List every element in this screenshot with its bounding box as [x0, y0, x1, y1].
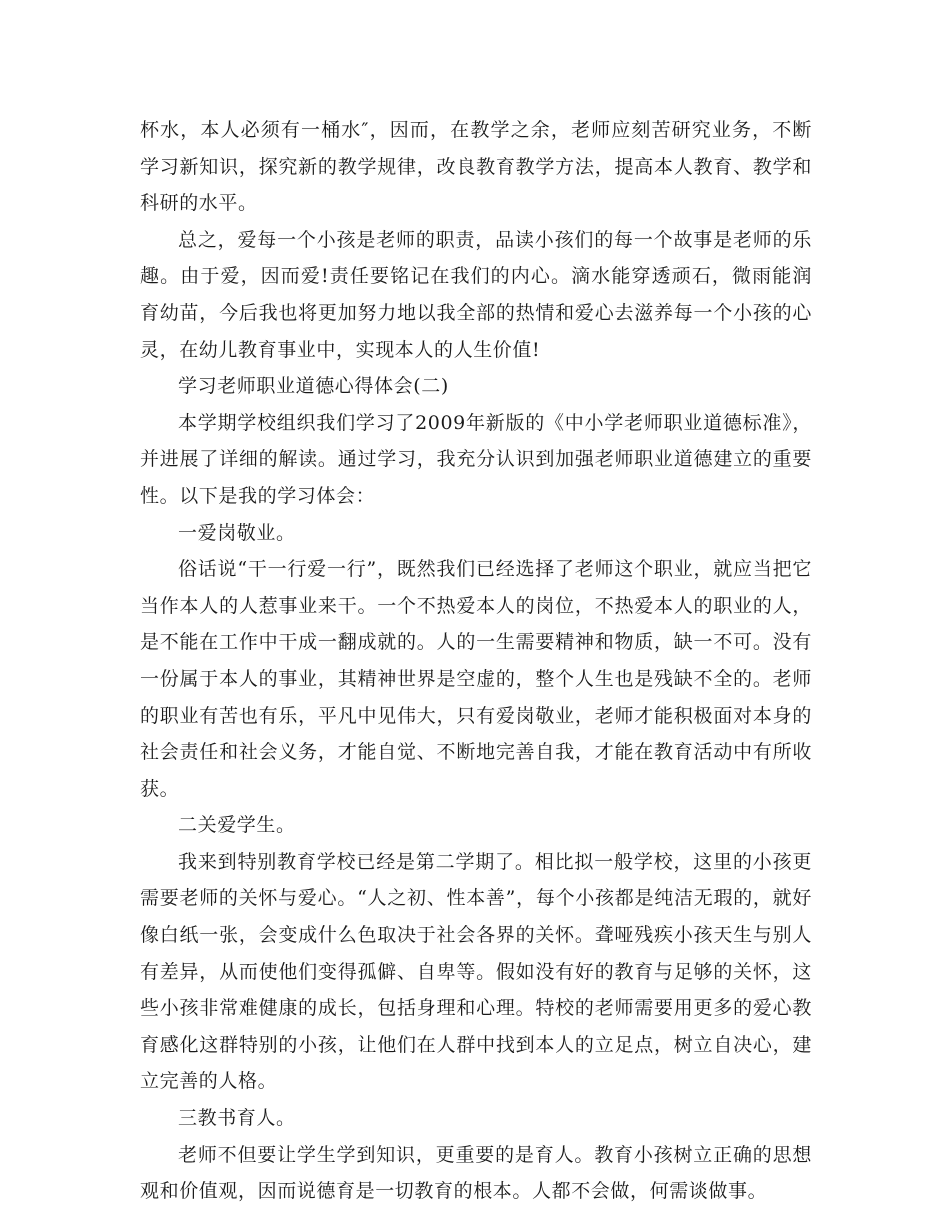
- paragraph-intro: 本学期学校组织我们学习了2009年新版的《中小学老师职业道德标准》，并进展了详细的解读。通过学习，我充分认识到加强老师职业道德建立的重要性。以下是我的学习体会：: [140, 411, 812, 507]
- paragraph-continuation: 杯水，本人必须有一桶水″，因而，在教学之余，老师应刻苦研究业务，不断学习新知识，探究新的教学规律，改良教育教学方法，提高本人教育、教学和科研的水平。: [140, 119, 812, 215]
- paragraph-summary: 总之，爱每一个小孩是老师的职责，品读小孩们的每一个故事是老师的乐趣。由于爱，因而爱!责任要铭记在我们的内心。滴水能穿透顽石，微雨能润育幼苗，今后我也将更加努力地以我全部的热情和爱心去滋养每一个小孩的心灵，在幼儿教育事业中，实现本人的人生价值!: [140, 228, 812, 361]
- subheading-teach-educate: 三教书育人。: [178, 1107, 296, 1130]
- document-body: [140, 112, 812, 1210]
- paragraph-teach-educate: 老师不但要让学生学到知识，更重要的是育人。教育小孩树立正确的思想观和价值观，因而说德育是一切教育的根本。人都不会做，何需谈做事。: [140, 1143, 812, 1203]
- subheading-care-students: 二关爱学生。: [178, 814, 296, 837]
- section-title: 学习老师职业道德心得体会(二): [178, 375, 449, 398]
- paragraph-love-job: 俗话说“干一行爱一行”，既然我们已经选择了老师这个职业，就应当把它当作本人的人惹事业来干。一个不热爱本人的岗位，不热爱本人的职业的人，是不能在工作中干成一翻成就的。人的一生需要精神和物质，缺一不可。没有一份属于本人的事业，其精神世界是空虚的，整个人生也是残缺不全的。老师的职业有苦也有乐，平凡中见伟大，只有爱岗敬业，老师才能积极面对本身的社会责任和社会义务，才能自觉、不断地完善自我，才能在教育活动中有所收获。: [140, 558, 812, 800]
- subheading-love-job: 一爱岗敬业。: [178, 521, 296, 544]
- paragraph-care-students: 我来到特别教育学校已经是第二学期了。相比拟一般学校，这里的小孩更需要老师的关怀与爱心。“人之初、性本善”，每个小孩都是纯洁无瑕的，就好像白纸一张，会变成什么色取决于社会各界的关怀。聋哑残疾小孩天生与别人有差异，从而使他们变得孤僻、自卑等。假如没有好的教育与足够的关怀，这些小孩非常难健康的成长，包括身理和心理。特校的老师需要用更多的爱心教育感化这群特别的小孩，让他们在人群中找到本人的立足点，树立自决心，建立完善的人格。: [140, 850, 812, 1093]
